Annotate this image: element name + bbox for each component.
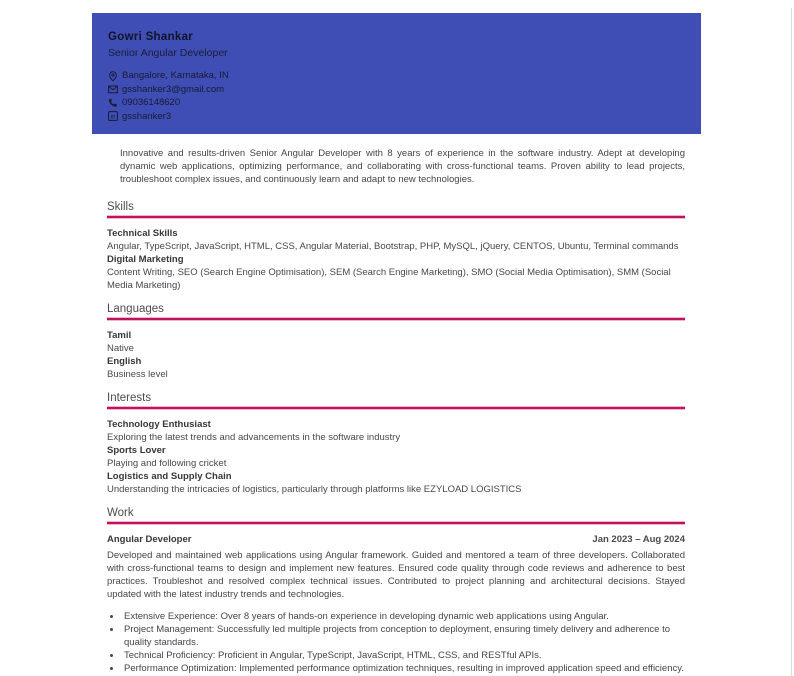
interest-text: Understanding the intricacies of logistics, particularly through platforms like EZYLOAD LOGISTICS bbox=[107, 484, 522, 495]
contact-linkedin bbox=[108, 110, 685, 124]
work-entry-description: Developed and maintained web applications using Angular framework. Guided and mentored a team of three developers. Collaborated with cross-functional teams to design and implement new features. Ensured code quality through code reviews and adherence to best practices. Troubleshot and resolved complex technical issues. Contributed to project planning and architectural decisions. Stayed updated with the latest industry trends and technologies. bbox=[107, 550, 685, 600]
skill-group-label: Digital Marketing bbox=[107, 254, 184, 265]
work-heading: Work bbox=[107, 507, 134, 519]
work-entry-dates: Jan 2023 – Aug 2024 bbox=[592, 534, 685, 545]
contact-list bbox=[108, 69, 685, 123]
interest-label: Sports Lover bbox=[107, 445, 166, 456]
contact-phone-text: 09036148620 bbox=[122, 97, 181, 108]
contact-location bbox=[108, 69, 685, 83]
skill-group-text: Angular, TypeScript, JavaScript, HTML, CSS, Angular Material, Bootstrap, PHP, MySQL, jQuery, CENTOS, Ubuntu, Terminal commands bbox=[107, 241, 679, 252]
section-languages bbox=[107, 303, 685, 388]
contact-phone bbox=[108, 96, 685, 110]
language-name: Tamil bbox=[107, 330, 132, 341]
section-rule bbox=[107, 522, 685, 524]
section-skills bbox=[107, 201, 685, 299]
interest-label: Logistics and Supply Chain bbox=[107, 471, 232, 482]
interests-content bbox=[107, 409, 685, 503]
contact-linkedin-text: gsshanker3 bbox=[122, 110, 172, 122]
interest-label: Technology Enthusiast bbox=[107, 419, 211, 430]
work-entry-title: Angular Developer bbox=[107, 534, 192, 545]
summary-paragraph: Innovative and results-driven Senior Angular Developer with 8 years of experience in the software industry. Adept at developing dynamic web applications, optimizing performance, and collaborating with cross-functional teams. Proven ability to lead projects, troubleshoot complex issues, and continuously learn and adapt to new technologies. bbox=[120, 148, 685, 185]
phone-icon bbox=[108, 98, 119, 108]
contact-email bbox=[108, 83, 685, 97]
skill-group-label: Technical Skills bbox=[107, 228, 178, 239]
interest-text: Exploring the latest trends and advancements in the software industry bbox=[107, 432, 401, 443]
candidate-name: Gowri Shankar bbox=[108, 31, 194, 43]
location-pin-icon bbox=[108, 71, 119, 81]
skill-group-text: Content Writing, SEO (Search Engine Optimisation), SEM (Search Engine Marketing), SMO (Social Media Optimisation), SMM (Social Media Marketing) bbox=[107, 267, 671, 291]
work-bullet: • Extensive Experience: Over 8 years of hands-on experience in developing dynamic web applications using Angular. bbox=[122, 610, 685, 623]
svg-text:in: in bbox=[110, 114, 116, 121]
section-work bbox=[107, 507, 685, 675]
resume-body bbox=[107, 134, 685, 675]
work-bullet: • Technical Proficiency: Proficient in Angular, TypeScript, JavaScript, HTML, CSS, and RESTful APIs. bbox=[122, 649, 685, 662]
work-entry bbox=[107, 534, 685, 675]
work-entry-bullets bbox=[107, 610, 685, 675]
interests-heading: Interests bbox=[107, 392, 152, 404]
language-name: English bbox=[107, 356, 142, 367]
language-level: Business level bbox=[107, 369, 168, 380]
linkedin-icon bbox=[108, 111, 119, 121]
contact-email-text: gsshanker3@gmail.com bbox=[122, 83, 225, 95]
work-bullet: • Project Management: Successfully led multiple projects from conception to deployment, ensuring timely delivery and adherence to quality standards. bbox=[122, 623, 685, 649]
language-level: Native bbox=[107, 343, 134, 354]
interest-text: Playing and following cricket bbox=[107, 458, 227, 469]
resume-header bbox=[92, 13, 701, 134]
languages-content bbox=[107, 320, 685, 388]
work-entry-header bbox=[107, 534, 685, 545]
section-interests bbox=[107, 392, 685, 503]
work-bullet: • Performance Optimization: Implemented performance optimization techniques, resulting in improved application speed and efficiency. bbox=[122, 662, 685, 675]
email-icon bbox=[108, 84, 119, 94]
page-edge-divider bbox=[791, 8, 792, 676]
skills-heading: Skills bbox=[107, 201, 134, 213]
languages-heading: Languages bbox=[107, 303, 164, 315]
candidate-job-title: Senior Angular Developer bbox=[108, 47, 228, 59]
skills-content bbox=[107, 218, 685, 299]
contact-location-text: Bangalore, Karnataka, IN bbox=[122, 70, 229, 81]
